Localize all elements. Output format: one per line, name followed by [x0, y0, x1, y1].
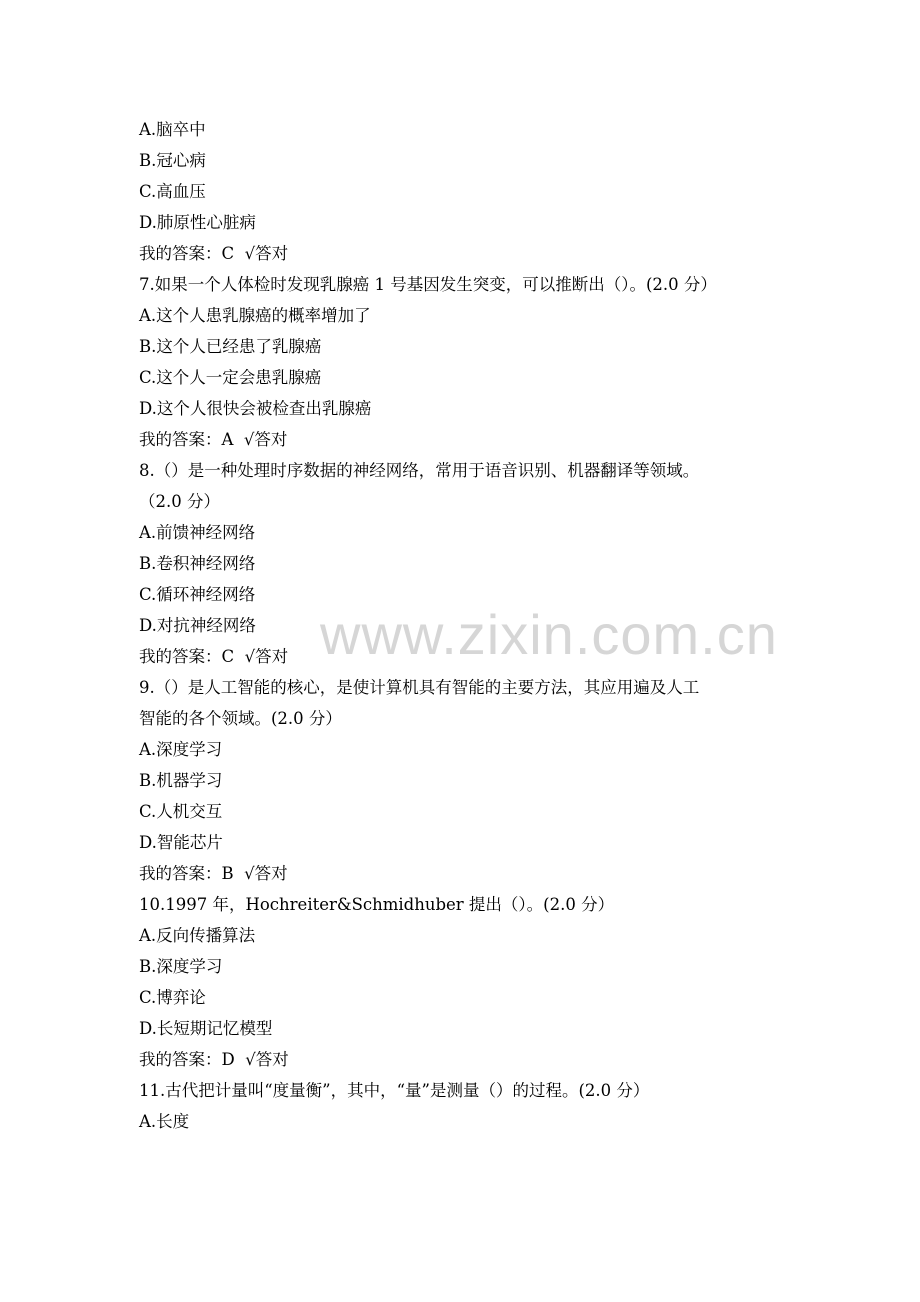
option-line: A.脑卒中 [139, 120, 206, 139]
question-line: 9.（）是人工智能的核心，是使计算机具有智能的主要方法，其应用遍及人工 [139, 678, 700, 697]
option-line: A.反向传播算法 [139, 926, 256, 945]
answer-line: 我的答案：A √答对 [139, 430, 288, 449]
question-line: （2.0 分） [139, 492, 220, 511]
option-line: B.冠心病 [139, 151, 206, 170]
option-line: B.机器学习 [139, 771, 223, 790]
question-line: 10.1997 年，Hochreiter&Schmidhuber 提出（）。(2.0 分） [139, 895, 615, 914]
option-line: A.这个人患乳腺癌的概率增加了 [139, 306, 371, 325]
watermark: www.zixin.com.cn [320, 603, 778, 666]
option-line: C.人机交互 [139, 802, 223, 821]
answer-line: 我的答案：C √答对 [139, 244, 289, 263]
option-line: C.这个人一定会患乳腺癌 [139, 368, 322, 387]
answer-line: 我的答案：D √答对 [139, 1050, 289, 1069]
question-line: 8.（）是一种处理时序数据的神经网络，常用于语音识别、机器翻译等领域。 [139, 461, 700, 480]
answer-line: 我的答案：B √答对 [139, 864, 288, 883]
option-line: A.长度 [139, 1112, 190, 1131]
option-line: A.深度学习 [139, 740, 223, 759]
option-line: C.博弈论 [139, 988, 206, 1007]
answer-line: 我的答案：C √答对 [139, 647, 289, 666]
question-line: 7.如果一个人体检时发现乳腺癌 1 号基因发生突变，可以推断出（）。(2.0 分） [139, 275, 717, 294]
option-line: C.循环神经网络 [139, 585, 256, 604]
option-line: B.深度学习 [139, 957, 223, 976]
option-line: D.对抗神经网络 [139, 616, 256, 635]
option-line: C.高血压 [139, 182, 206, 201]
question-line: 智能的各个领域。(2.0 分） [139, 709, 342, 728]
option-line: B.卷积神经网络 [139, 554, 256, 573]
option-line: D.智能芯片 [139, 833, 223, 852]
document-body [139, 114, 789, 1137]
option-line: B.这个人已经患了乳腺癌 [139, 337, 322, 356]
option-line: D.长短期记忆模型 [139, 1019, 273, 1038]
option-line: A.前馈神经网络 [139, 523, 256, 542]
question-line: 11.古代把计量叫“度量衡”，其中，“量”是测量（）的过程。(2.0 分） [139, 1081, 650, 1100]
option-line: D.这个人很快会被检查出乳腺癌 [139, 399, 372, 418]
option-line: D.肺原性心脏病 [139, 213, 256, 232]
